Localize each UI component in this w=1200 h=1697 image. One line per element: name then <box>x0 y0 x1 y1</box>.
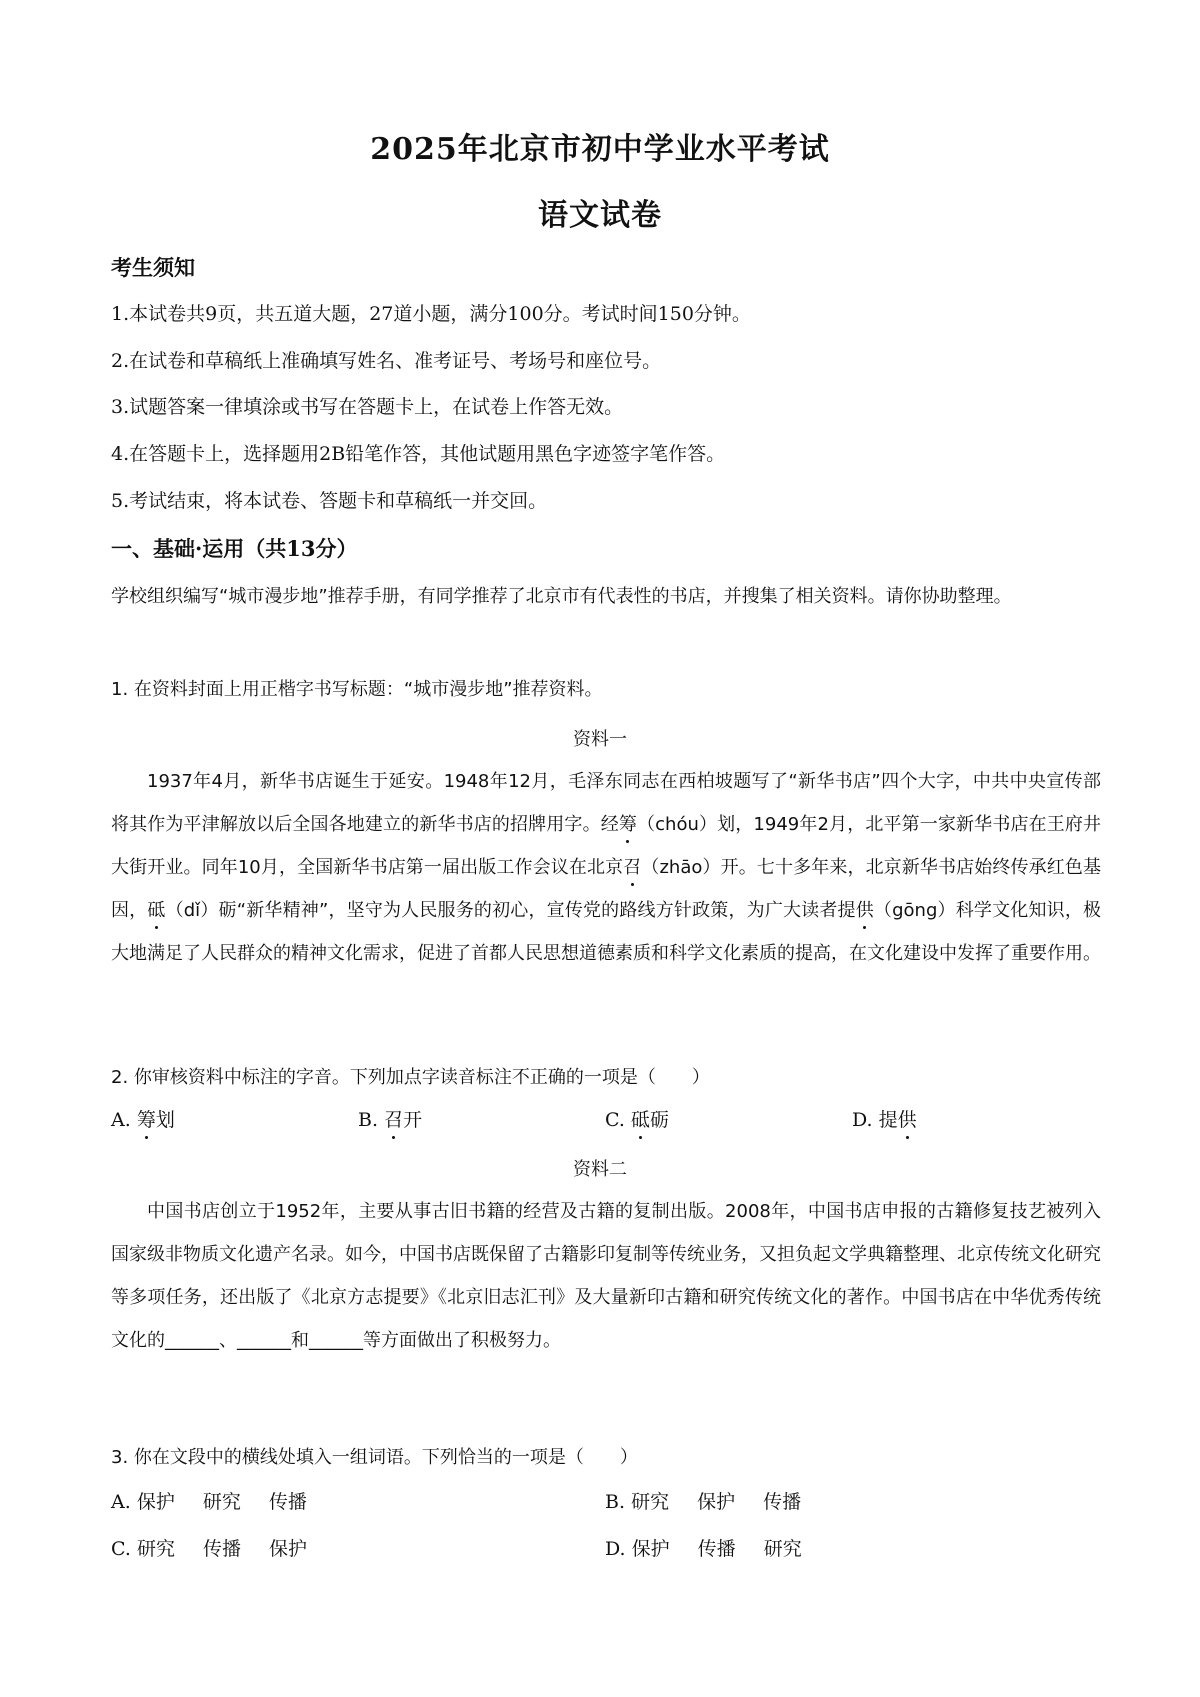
option-word: 研究 <box>136 1538 175 1560</box>
question-3: 3. 你在文段中的横线处填入一组词语。下列恰当的一项是（ ） <box>111 1447 638 1468</box>
exam-subtitle: 语文试卷 <box>538 198 662 233</box>
option-label: B. <box>605 1491 626 1513</box>
material-1-heading: 资料一 <box>573 729 627 750</box>
option-label: B. <box>358 1109 379 1131</box>
option-text: 砺 <box>649 1109 669 1131</box>
material-1-segment: （gōng）科学文化知识，极大地满足了人民群众的精神文化需求，促进了首都人民思想道德素质和科学文化素质的提高，在文化建设中发挥了重要作用。 <box>111 900 1102 964</box>
option-label: A. <box>111 1491 131 1513</box>
q2-option-a[interactable] <box>111 1105 175 1132</box>
option-text: 提 <box>878 1109 898 1131</box>
option-label: C. <box>605 1109 625 1131</box>
q2-option-d[interactable] <box>852 1105 917 1132</box>
option-word: 研究 <box>202 1491 241 1513</box>
option-label: C. <box>111 1538 131 1560</box>
option-text: 开 <box>403 1109 423 1131</box>
dotted-character: 砥 <box>630 1109 650 1131</box>
dotted-character: 供 <box>897 1109 917 1131</box>
option-word: 传播 <box>268 1491 307 1513</box>
option-text: 划 <box>155 1109 175 1131</box>
option-label: A. <box>111 1109 131 1131</box>
option-word: 传播 <box>697 1538 736 1560</box>
option-word: 研究 <box>763 1538 802 1560</box>
option-word: 保护 <box>136 1491 175 1513</box>
material-1-text <box>111 760 1101 975</box>
notice-item: 4.在答题卡上，选择题用2B铅笔作答，其他试题用黑色字迹签字笔作答。 <box>111 443 726 465</box>
option-word: 传播 <box>763 1491 802 1513</box>
option-word: 保护 <box>697 1491 736 1513</box>
option-word: 保护 <box>268 1538 307 1560</box>
q3-option-c[interactable] <box>111 1534 307 1561</box>
dotted-character: 筹 <box>136 1109 156 1131</box>
q3-option-d[interactable] <box>605 1534 802 1561</box>
option-label: D. <box>605 1538 626 1560</box>
option-word: 研究 <box>631 1491 670 1513</box>
q3-option-b[interactable] <box>605 1487 801 1514</box>
notice-item: 5.考试结束，将本试卷、答题卡和草稿纸一并交回。 <box>111 490 548 512</box>
option-label: D. <box>852 1109 873 1131</box>
question-2: 2. 你审核资料中标注的字音。下列加点字读音标注不正确的一项是（ ） <box>111 1067 710 1088</box>
exam-title: 2025年北京市初中学业水平考试 <box>370 132 830 167</box>
material-2-heading: 资料二 <box>573 1159 627 1180</box>
dotted-character: 召 <box>384 1109 404 1131</box>
question-1: 1. 在资料封面上用正楷字书写标题：“城市漫步地”推荐资料。 <box>111 679 603 700</box>
notice-item: 2.在试卷和草稿纸上准确填写姓名、准考证号、考场号和座位号。 <box>111 350 662 372</box>
section-heading: 一、基础·运用（共13分） <box>111 536 358 561</box>
material-1-segment: （chóu）划，1949年2月，北平第一家新华书店在王府井大街开业。同年10月，全国新华书店第一届出版工作会议在北京 <box>111 814 1102 878</box>
option-word: 保护 <box>631 1538 670 1560</box>
material-1-segment: （dǐ）砺“新华精神”，坚守为人民服务的初心，宣传党的路线方针政策，为广大读者提 <box>165 900 856 921</box>
notice-heading: 考生须知 <box>111 255 195 280</box>
notice-item: 1.本试卷共9页，共五道大题，27道小题，满分100分。考试时间150分钟。 <box>111 303 751 325</box>
dotted-character: 筹 <box>618 814 637 835</box>
dotted-character: 供 <box>855 900 874 921</box>
dotted-character: 召 <box>623 857 642 878</box>
q3-option-a[interactable] <box>111 1487 307 1514</box>
q2-option-c[interactable] <box>605 1105 669 1132</box>
dotted-character: 砥 <box>147 900 166 921</box>
section-intro: 学校组织编写“城市漫步地”推荐手册，有同学推荐了北京市有代表性的书店，并搜集了相关资料。请你协助整理。 <box>111 586 1012 607</box>
material-1-segment: 1937年4月，新华书店诞生于延安。1948年12月，毛泽东同志在西柏坡题写了“新华书店”四个大字，中共中央宣传部将其作为平津解放以后全国各地建立的新华书店的招牌用字。经 <box>111 771 1101 835</box>
material-2-text: 中国书店创立于1952年，主要从事古旧书籍的经营及古籍的复制出版。2008年，中国书店申报的古籍修复技艺被列入国家级非物质文化遗产名录。如今，中国书店既保留了古籍影印复制等传统业务，又担负起文学典籍整理、北京传统文化研究等多项任务，还出版了《北京方志提要》《北京旧志汇刊》及大量新印古籍和研究传统文化的著作。中国书店在中华优秀传统文化的______、______和______等方面做出了积极努力。 <box>111 1201 1101 1351</box>
q2-option-b[interactable] <box>358 1105 422 1132</box>
notice-item: 3.试题答案一律填涂或书写在答题卡上，在试卷上作答无效。 <box>111 396 624 418</box>
material-1-segment: （zhāo）开。七十多年来，北京新华书店始终传承红色基因， <box>111 857 1101 921</box>
option-word: 传播 <box>202 1538 241 1560</box>
